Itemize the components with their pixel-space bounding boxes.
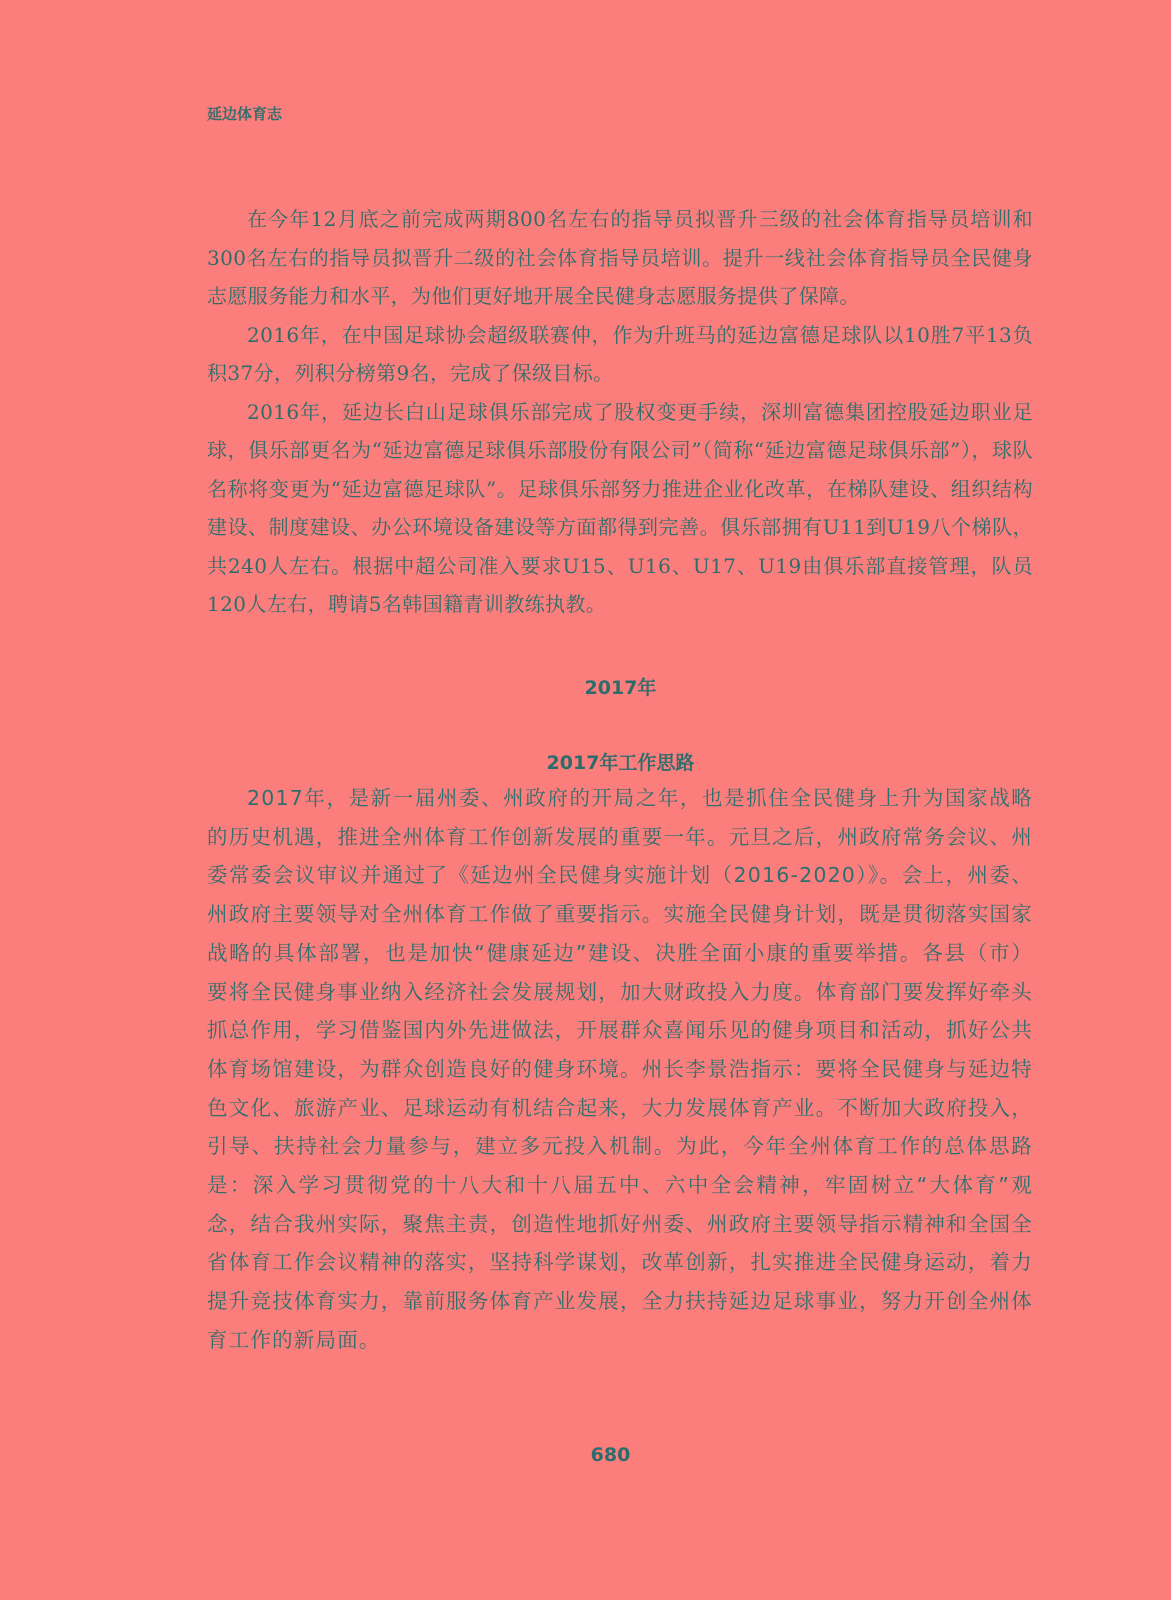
paragraph-instructor-training: 在今年12月底之前完成两期800名左右的指导员拟晋升三级的社会体育指导员培训和300名左右的指导员拟晋升二级的社会体育指导员培训。提升一线社会体育指导员全民健身志愿服务能力和水平，为他们更好地开展全民健身志愿服务提供了保障。	[207, 207, 1033, 308]
paragraph-league-result: 2016年，在中国足球协会超级联赛仲，作为升班马的延边富德足球队以10胜7平13负积37分，列积分榜第9名，完成了保级目标。	[207, 322, 1033, 385]
year-heading: 2017年	[584, 677, 657, 699]
section-subheading: 2017年工作思路	[546, 752, 695, 774]
page-number: 680	[590, 1444, 631, 1466]
paragraph-club-restructuring: 2016年，延边长白山足球俱乐部完成了股权变更手续，深圳富德集团控股延边职业足球，俱乐部更名为“延边富德足球俱乐部股份有限公司”（简称“延边富德足球俱乐部”），球队名称将变更为“延边富德足球队”。足球俱乐部努力推进企业化改革，在梯队建设、组织结构建设、制度建设、办公环境设备建设等方面都得到完善。俱乐部拥有U11到U19八个梯队，共240人左右。根据中超公司准入要求U15、U16、U17、U19由俱乐部直接管理，队员120人左右，聘请5名韩国籍青训教练执教。	[207, 399, 1033, 616]
section-2017-body	[207, 779, 1033, 1360]
section-2016-body	[207, 200, 1033, 624]
paragraph-work-plan: 2017年，是新一届州委、州政府的开局之年，也是抓住全民健身上升为国家战略的历史机遇，推进全州体育工作创新发展的重要一年。元旦之后，州政府常务会议、州委常委会议审议并通过了《延边州全民健身实施计划（2016-2020）》。会上，州委、州政府主要领导对全州体育工作做了重要指示。实施全民健身计划，既是贯彻落实国家战略的具体部署，也是加快“健康延边”建设、决胜全面小康的重要举措。各县（市）要将全民健身事业纳入经济社会发展规划，加大财政投入力度。体育部门要发挥好牵头抓总作用，学习借鉴国内外先进做法，开展群众喜闻乐见的健身项目和活动，抓好公共体育场馆建设，为群众创造良好的健身环境。州长李景浩指示：要将全民健身与延边特色文化、旅游产业、足球运动有机结合起来，大力发展体育产业。不断加大政府投入，引导、扶持社会力量参与，建立多元投入机制。为此，今年全州体育工作的总体思路是：深入学习贯彻党的十八大和十八届五中、六中全会精神，牢固树立“大体育”观念，结合我州实际，聚焦主责，创造性地抓好州委、州政府主要领导指示精神和全国全省体育工作会议精神的落实，坚持科学谋划，改革创新，扎实推进全民健身运动，着力提升竞技体育实力，靠前服务体育产业发展，全力扶持延边足球事业，努力开创全州体育工作的新局面。	[207, 786, 1033, 1352]
running-title: 延边体育志	[207, 105, 283, 123]
